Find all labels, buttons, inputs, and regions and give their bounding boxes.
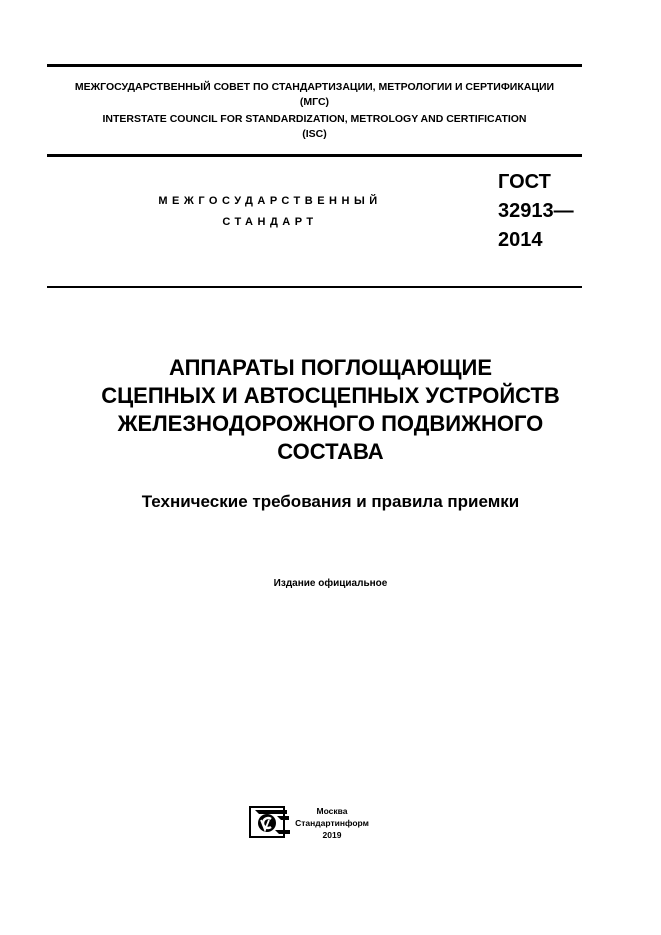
- council-abbr-en: (ISC): [302, 128, 327, 140]
- standard-type-line1: МЕЖГОСУДАРСТВЕННЫЙ: [158, 195, 382, 207]
- council-name-en-line: INTERSTATE COUNCIL FOR STANDARDIZATION, METROLOGY AND CERTIFICATION: [102, 113, 527, 125]
- standartinform-logo-icon: [249, 806, 291, 840]
- publication-year: 2019: [322, 830, 342, 840]
- designation-number: 32913—: [498, 200, 574, 222]
- publisher-name: Стандартинформ: [295, 818, 369, 828]
- publisher-imprint: [290, 805, 374, 841]
- publisher-city: Москва: [316, 806, 348, 816]
- standard-type-line2: СТАНДАРТ: [222, 216, 318, 228]
- council-name-english: [47, 112, 582, 142]
- document-subtitle: Технические требования и правила приемки: [141, 492, 520, 511]
- bottom-rule: [47, 286, 582, 288]
- council-name-russian: [47, 80, 582, 110]
- edition-note: Издание официальное: [273, 578, 388, 589]
- title-line3: ЖЕЛЕЗНОДОРОЖНОГО ПОДВИЖНОГО: [117, 411, 544, 436]
- title-line1: АППАРАТЫ ПОГЛОЩАЮЩИЕ: [168, 355, 493, 380]
- designation-prefix: ГОСТ: [498, 171, 551, 193]
- council-abbr-ru: (МГС): [299, 96, 330, 108]
- top-rule: [47, 64, 582, 67]
- document-title: [47, 354, 614, 466]
- title-line4: СОСТАВА: [277, 439, 384, 464]
- standard-designation: [498, 168, 574, 255]
- title-line2: СЦЕПНЫХ И АВТОСЦЕПНЫХ УСТРОЙСТВ: [101, 383, 560, 408]
- council-name-ru-line: МЕЖГОСУДАРСТВЕННЫЙ СОВЕТ ПО СТАНДАРТИЗАЦИИ, МЕТРОЛОГИИ И СЕРТИФИКАЦИИ: [74, 81, 555, 93]
- standard-type: [120, 191, 420, 233]
- middle-rule: [47, 154, 582, 157]
- designation-year: 2014: [498, 229, 543, 251]
